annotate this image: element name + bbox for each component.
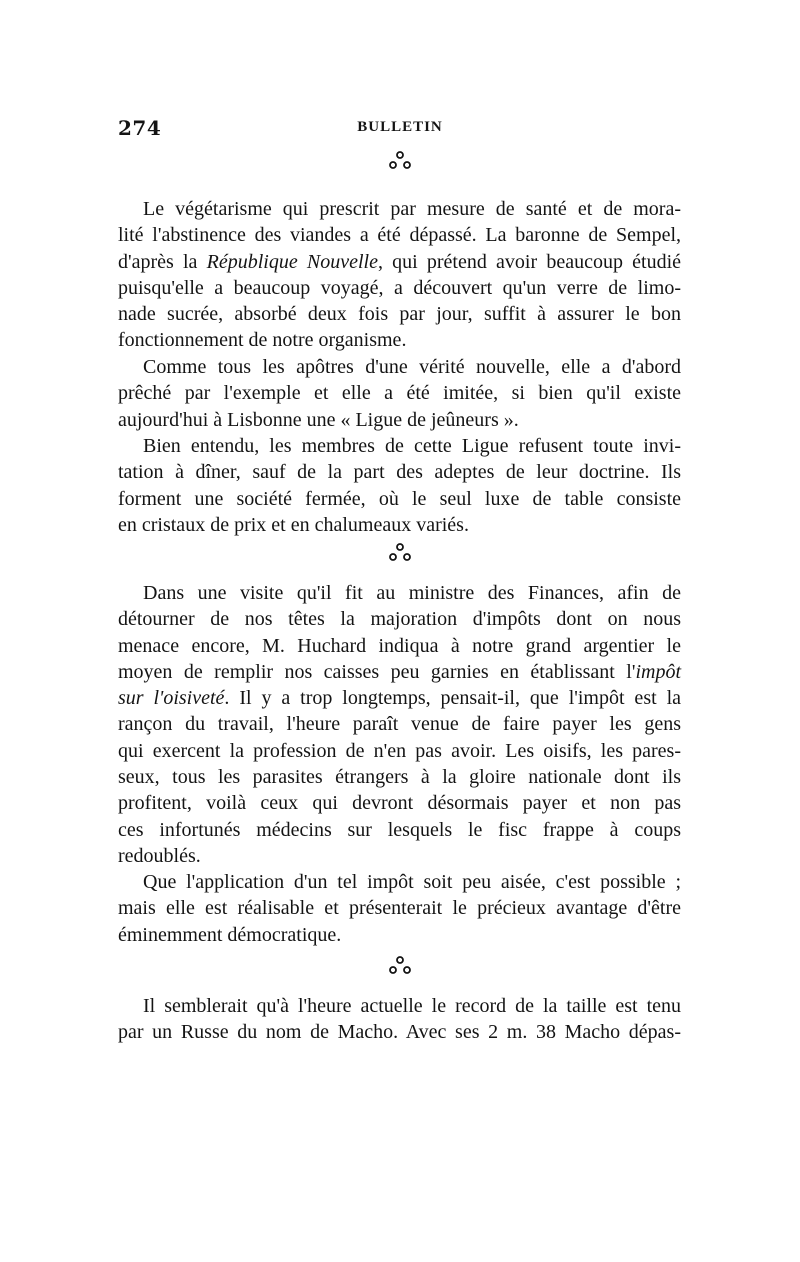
text-line: Il semblerait qu'à l'heure actuelle le record de la taille est tenu	[143, 995, 681, 1017]
text-line: sur l'oisiveté. Il y a trop longtemps, pensait-il, que l'impôt est la	[118, 687, 682, 710]
text-line: éminemment démocratique.	[118, 923, 342, 946]
italic-text: République Nouvelle	[206, 250, 378, 273]
text-line: d'après la République Nouvelle, qui prétend avoir beaucoup étudié	[118, 250, 682, 273]
section-separator-dinkus	[0, 542, 800, 564]
text-line: tation à dîner, sauf de la part des adeptes de leur doctrine. Ils	[118, 461, 681, 484]
text-line: profitent, voilà ceux qui devront désormais payer et non pas	[118, 792, 681, 815]
text-line: Comme tous les apôtres d'une vérité nouvelle, elle a d'abord	[143, 356, 681, 378]
text-line: fonctionnement de notre organisme.	[118, 329, 407, 352]
asterism-ornament-icon	[388, 955, 412, 977]
text-line: en cristaux de prix et en chalumeaux variés.	[118, 513, 469, 536]
text-line: lité l'abstinence des viandes a été dépassé. La baronne de Sempel,	[118, 224, 681, 247]
text-line: Bien entendu, les membres de cette Ligue refusent toute invi-	[143, 435, 681, 457]
paragraph-ligue	[118, 433, 681, 538]
running-title: BULLETIN	[357, 119, 443, 135]
paragraph-record-taille	[118, 993, 681, 1046]
text-line: forment une société fermée, où le seul luxe de table consiste	[118, 487, 681, 510]
text-line: Dans une visite qu'il fit au ministre des Finances, afin de	[143, 582, 681, 604]
text-line: nade sucrée, absorbé deux fois par jour, suffit à assurer le bon	[118, 303, 681, 326]
text-line: mais elle est réalisable et présenterait le précieux avantage d'être	[118, 897, 681, 920]
text-line: menace encore, M. Huchard indiqua à notre grand argentier le	[118, 634, 681, 657]
text-line: qui exercent la profession de n'en pas avoir. Les oisifs, les pares-	[118, 739, 681, 762]
paragraph-impot-oisivete	[118, 580, 681, 869]
section-separator-dinkus	[0, 150, 800, 172]
section-separator-dinkus	[0, 955, 800, 977]
italic-text: impôt	[635, 660, 681, 683]
paragraph-apotres	[118, 354, 681, 433]
text-line: puisqu'elle a beaucoup voyagé, a découvert qu'un verre de limo-	[118, 276, 681, 299]
text-line: Que l'application d'un tel impôt soit peu aisée, c'est possible ;	[143, 871, 681, 893]
text-line: aujourd'hui à Lisbonne une « Ligue de jeûneurs ».	[118, 408, 519, 431]
italic-text: sur l'oisiveté	[118, 687, 225, 710]
asterism-ornament-icon	[388, 150, 412, 172]
page-number: 274	[118, 116, 162, 140]
text-line: ces infortunés médecins sur lesquels le fisc frappe à coups	[118, 818, 681, 841]
asterism-ornament-icon	[388, 542, 412, 564]
text-line: par un Russe du nom de Macho. Avec ses 2 m. 38 Macho dépas-	[118, 1021, 681, 1044]
text-line: rançon du travail, l'heure paraît venue de faire payer les gens	[118, 713, 681, 736]
text-line: Le végétarisme qui prescrit par mesure de santé et de mora-	[143, 198, 681, 220]
text-line: redoublés.	[118, 844, 201, 867]
text-line: détourner de nos têtes la majoration d'impôts dont on nous	[118, 608, 681, 631]
text-line: moyen de remplir nos caisses peu garnies en établissant l'impôt	[118, 660, 681, 683]
paragraph-vegetarisme	[118, 196, 681, 354]
text-line: prêché par l'exemple et elle a été imitée, si bien qu'il existe	[118, 382, 681, 405]
paragraph-application	[118, 869, 681, 948]
text-line: seux, tous les parasites étrangers à la gloire nationale dont ils	[118, 766, 681, 789]
